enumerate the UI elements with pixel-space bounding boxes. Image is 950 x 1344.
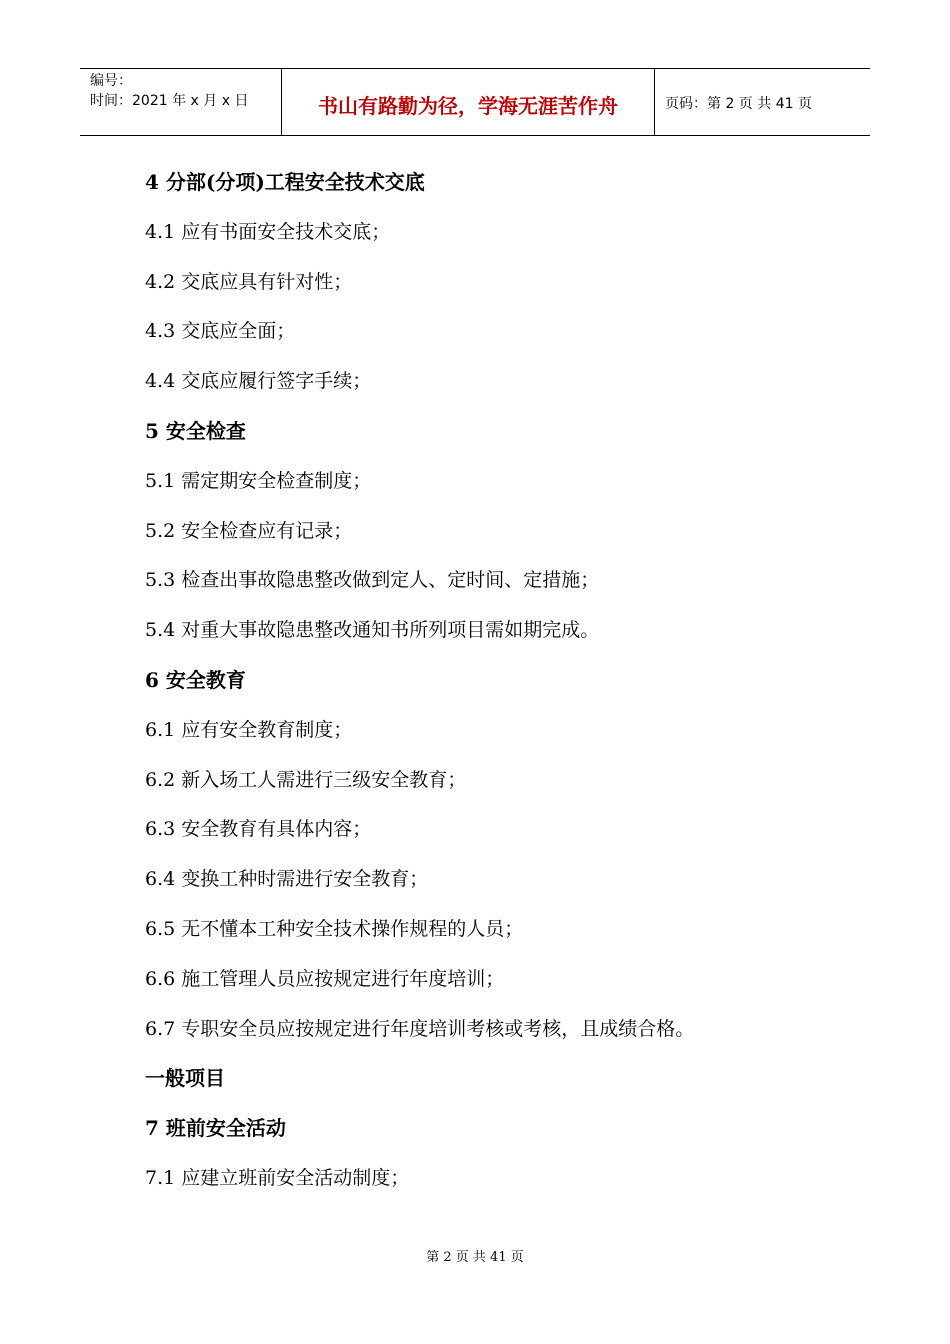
section-heading: 5 安全检查 [145, 418, 246, 443]
section-heading: 7 班前安全活动 [145, 1116, 286, 1141]
header-meta [80, 69, 282, 135]
list-item: 6.7 专职安全员应按规定进行年度培训考核或考核，且成绩合格。 [145, 1017, 695, 1040]
list-item: 4.2 交底应具有针对性； [145, 270, 353, 293]
list-item: 5.2 安全检查应有记录； [145, 519, 353, 542]
page-footer: 第 2 页 共 41 页 [426, 1250, 524, 1265]
list-item: 4.4 交底应履行签字手续； [145, 370, 372, 393]
list-item: 4.3 交底应全面； [145, 320, 296, 343]
document-body [145, 158, 865, 1204]
document-number-label: 编号： [90, 73, 132, 89]
list-item: 5.3 检查出事故隐患整改做到定人、定时间、定措施； [145, 569, 600, 592]
section-heading: 6 安全教育 [145, 667, 246, 692]
list-item: 6.1 应有安全教育制度； [145, 718, 353, 741]
list-item: 5.1 需定期安全检查制度； [145, 469, 372, 492]
page-header [80, 68, 870, 136]
section-heading: 一般项目 [145, 1066, 225, 1091]
list-item: 6.5 无不懂本工种安全技术操作规程的人员； [145, 917, 524, 940]
section-heading: 4 分部(分项)工程安全技术交底 [145, 170, 425, 194]
document-date: 时间：2021 年 x 月 x 日 [90, 93, 249, 109]
list-item: 5.4 对重大事故隐患整改通知书所列项目需如期完成。 [145, 619, 600, 642]
list-item: 6.3 安全教育有具体内容； [145, 818, 372, 841]
header-motto: 书山有路勤为径，学海无涯苦作舟 [282, 69, 655, 135]
list-item: 6.4 变换工种时需进行安全教育； [145, 868, 429, 891]
list-item: 7.1 应建立班前安全活动制度； [145, 1166, 410, 1189]
header-page-info: 页码：第 2 页 共 41 页 [665, 96, 812, 112]
list-item: 6.6 施工管理人员应按规定进行年度培训； [145, 967, 505, 990]
list-item: 4.1 应有书面安全技术交底； [145, 220, 391, 243]
list-item: 6.2 新入场工人需进行三级安全教育； [145, 768, 467, 791]
